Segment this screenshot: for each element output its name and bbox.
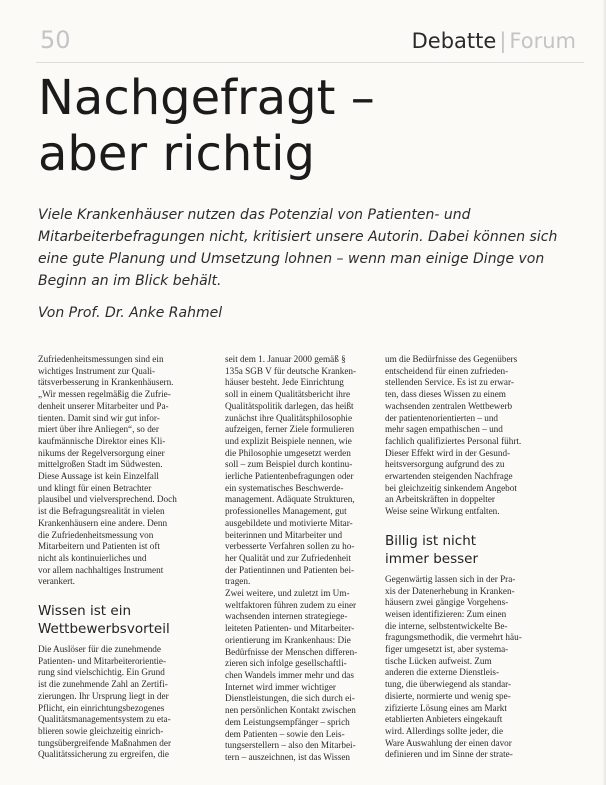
text-line: tungserstellern – also den Mitarbei- xyxy=(225,740,356,751)
text-line: weltfaktoren führen zudem zu einer xyxy=(225,599,357,610)
text-line: figer umgesetzt ist, aber systema- xyxy=(385,644,509,655)
text-line: um die Bedürfnisse des Gegenübers xyxy=(385,354,518,364)
subheading xyxy=(38,602,208,638)
section-name: Debatte xyxy=(411,29,497,53)
text-line: Krankenhäusern eine andere. Denn xyxy=(38,517,168,528)
text-line: Zufriedenheitsmessungen sind ein xyxy=(38,354,164,364)
text-line: an Arbeitskräften in doppelter xyxy=(385,494,495,505)
section-separator: | xyxy=(499,29,507,53)
body-paragraph xyxy=(225,588,395,764)
text-line: Internet wird immer wichtiger xyxy=(225,681,336,692)
page-fold-shadow xyxy=(602,0,606,785)
subheading-line: Billig ist nicht xyxy=(385,532,477,549)
text-line: kaufmännische Direktor eines Kli- xyxy=(38,435,166,446)
text-line: vor allem nachhaltiges Instrument xyxy=(38,564,164,575)
text-line: und klingt für einen Betrachter xyxy=(38,482,152,493)
text-line: ein systematisches Beschwerde- xyxy=(225,482,344,493)
text-line: 135a SGB V für deutsche Kranken- xyxy=(225,365,357,376)
text-line: nikums der Regelversorgung einer xyxy=(38,447,165,458)
text-line: Diese Aussage ist kein Einzelfall xyxy=(38,471,159,482)
text-line: professionelles Management, gut xyxy=(225,506,347,517)
text-line: erwartenden steigenden Nachfrage xyxy=(385,471,513,482)
text-line: verbesserte Verfahren sollen zu ho- xyxy=(225,541,355,552)
text-line: verankert. xyxy=(38,576,75,587)
body-paragraph xyxy=(385,574,555,761)
body-paragraph xyxy=(38,644,208,761)
text-line: xis der Datenerhebung in Kranken- xyxy=(385,585,515,596)
text-line: häusern zwei gängige Vorgehens- xyxy=(385,597,509,608)
text-line: beiterinnen und Mitarbeiter und xyxy=(225,529,343,540)
page-number: 50 xyxy=(40,26,71,54)
text-line: chen Wandels immer mehr und das xyxy=(225,669,354,680)
text-line: Qualitätspolitik darlegen, das heißt xyxy=(225,400,354,411)
text-line: disierte, normierte und wenig spe- xyxy=(385,690,511,701)
text-line: Die Auslöser für die zunehmende xyxy=(38,644,161,655)
text-column-1 xyxy=(38,354,208,761)
subsection-name: Forum xyxy=(509,29,576,53)
text-line: tienten. Damit sind wir gut infor- xyxy=(38,412,160,423)
text-line: Ware Auswahlung der einen davor xyxy=(385,737,512,748)
text-line: tische Lücken aufweist. Zum xyxy=(385,655,492,666)
text-line: Mitarbeitern und Patienten ist oft xyxy=(38,541,160,552)
text-line: Patienten- und Mitarbeiterorientie- xyxy=(38,655,167,666)
text-line: ten, dass dieses Wissen zu einem xyxy=(385,389,506,400)
text-line: wachsenden internen strategiege- xyxy=(225,611,348,622)
text-column-2 xyxy=(225,354,395,764)
text-line: dem Leistungsempfänger – sprich xyxy=(225,716,350,727)
text-column-3 xyxy=(385,354,555,761)
section-label xyxy=(412,29,576,53)
text-line: orientierung im Krankenhaus: Die xyxy=(225,634,351,645)
text-line: Dieser Effekt wird in der Gesund- xyxy=(385,447,511,458)
lede-line: Mitarbeiterbefragungen nicht, kritisiert unsere Autorin. Dabei können sich xyxy=(38,229,558,245)
text-line: heitsversorgung aufgrund des zu xyxy=(385,459,505,470)
text-line: häuser besteht. Jede Einrichtung xyxy=(225,377,344,388)
text-line: Weise seine Wirkung entfalten. xyxy=(385,506,500,517)
text-line: soll in einem Qualitätsbericht ihre xyxy=(225,389,351,400)
subheading-line: Wettbewerbsvorteil xyxy=(38,621,170,638)
text-line: Qualitätssicherung zu ergreifen, die xyxy=(38,749,169,760)
text-line: zifizierte Lösung eines am Markt xyxy=(385,702,507,713)
text-line: Bedürfnisse der Menschen differen- xyxy=(225,646,358,657)
body-paragraph xyxy=(38,354,208,588)
text-line: wachsenden zentralen Wettbewerb xyxy=(385,400,513,411)
text-line: seit dem 1. Januar 2000 gemäß § xyxy=(225,354,346,364)
text-line: Zwei weitere, und zuletzt im Um- xyxy=(225,588,350,599)
text-line: ist die Befragungsrealität in vielen xyxy=(38,506,165,517)
text-line: weisen identifizieren: Zum einen xyxy=(385,608,507,619)
subheading-line: immer besser xyxy=(385,550,478,567)
text-line: die Zufriedenheitsmessung von xyxy=(38,529,154,540)
text-line: und explizit Beispiele nennen, wie xyxy=(225,435,352,446)
text-line: aufzeigen, ferner Ziele formulieren xyxy=(225,424,355,435)
text-line: nicht als kontinuierliches und xyxy=(38,552,147,563)
subheading-line: Wissen ist ein xyxy=(38,603,132,620)
text-line: der patientenorientierten – und xyxy=(385,412,499,423)
lede-line: eine gute Planung und Umsetzung lohnen – wenn man einige Dinge von xyxy=(38,251,545,267)
text-line: bei gleichzeitig sinkendem Angebot xyxy=(385,482,517,493)
lede-line: Viele Krankenhäuser nutzen das Potenzial von Patienten- und xyxy=(38,207,471,223)
lede xyxy=(38,204,558,292)
lede-line: Beginn an im Blick behält. xyxy=(38,273,222,289)
text-line: leiteten Patienten- und Mitarbeiter- xyxy=(225,623,355,634)
text-line: die interne, selbstentwickelte Be- xyxy=(385,620,508,631)
text-line: tragen. xyxy=(225,576,251,587)
text-line: Qualitätsmanagementsystem zu eta- xyxy=(38,714,171,725)
text-line: miert über ihre Anliegen“, so der xyxy=(38,424,159,435)
text-line: Pflicht, ein einrichtungsbezogenes xyxy=(38,702,165,713)
body-paragraph xyxy=(385,354,555,518)
text-line: soll – zum Beispiel durch kontinu- xyxy=(225,459,353,470)
text-line: wichtiges Instrument zur Quali- xyxy=(38,365,156,376)
body-paragraph xyxy=(225,354,395,588)
text-line: „Wir messen regelmäßig die Zufrie- xyxy=(38,389,171,400)
text-line: ist die zunehmende Zahl an Zertifi- xyxy=(38,679,168,690)
text-line: fragungsmethodik, die vermehrt häu- xyxy=(385,632,522,643)
text-line: die Philosophie umgesetzt werden xyxy=(225,447,351,458)
headline-line: aber richtig xyxy=(38,126,315,182)
text-line: fachlich qualifiziertes Personal führt. xyxy=(385,435,522,446)
text-line: Dienstleistungen, die sich durch ei- xyxy=(225,693,355,704)
text-line: blieren sowie gleichzeitig einrich- xyxy=(38,725,164,736)
text-line: zunächst ihre Qualitätsphilosophie xyxy=(225,412,353,423)
text-line: ierliche Patientenbefragungen oder xyxy=(225,471,354,482)
text-line: ausgebildete und motivierte Mitar- xyxy=(225,517,353,528)
text-line: rung sind vielschichtig. Ein Grund xyxy=(38,667,165,678)
text-line: mehr sagen empathischen – und xyxy=(385,424,503,435)
text-line: management. Adäquate Strukturen, xyxy=(225,494,355,505)
text-line: tätsverbesserung in Krankenhäusern. xyxy=(38,377,174,388)
text-line: stellenden Service. Es ist zu erwar- xyxy=(385,377,514,388)
headline-line: Nachgefragt – xyxy=(38,70,375,126)
text-line: dem Patienten – sowie den Leis- xyxy=(225,728,345,739)
text-line: tung, die überwiegend als standar- xyxy=(385,679,512,690)
text-line: zieren sich infolge gesellschaftli- xyxy=(225,658,347,669)
text-line: Gegenwärtig lassen sich in der Pra- xyxy=(385,573,516,584)
header-rule xyxy=(36,62,584,63)
text-line: tungsübergreifende Maßnahmen der xyxy=(38,737,172,748)
text-line: tern – auszeichnen, ist das Wissen xyxy=(225,751,350,762)
text-line: etablierten Anbieters eingekauft xyxy=(385,714,503,725)
text-line: definieren und im Sinne der strate- xyxy=(385,749,513,760)
text-line: entscheidend für einen zufrieden- xyxy=(385,365,509,376)
text-line: der Patientinnen und Patienten bei- xyxy=(225,564,355,575)
text-line: anderen die externe Dienstleis- xyxy=(385,667,500,678)
text-line: zierungen. Ihr Ursprung liegt in der xyxy=(38,690,169,701)
text-line: nen persönlichen Kontakt zwischen xyxy=(225,705,356,716)
author-byline: Von Prof. Dr. Anke Rahmel xyxy=(38,305,223,321)
subheading xyxy=(385,532,555,568)
headline xyxy=(38,70,375,182)
text-line: mittelgroßen Stadt im Südwesten. xyxy=(38,459,163,470)
text-line: plausibel und vielversprechend. Doch xyxy=(38,494,177,505)
text-line: denheit unserer Mitarbeiter und Pa- xyxy=(38,400,169,411)
text-line: her Qualität und zur Zufriedenheit xyxy=(225,552,352,563)
text-line: wird. Allerdings sollte jeder, die xyxy=(385,725,504,736)
